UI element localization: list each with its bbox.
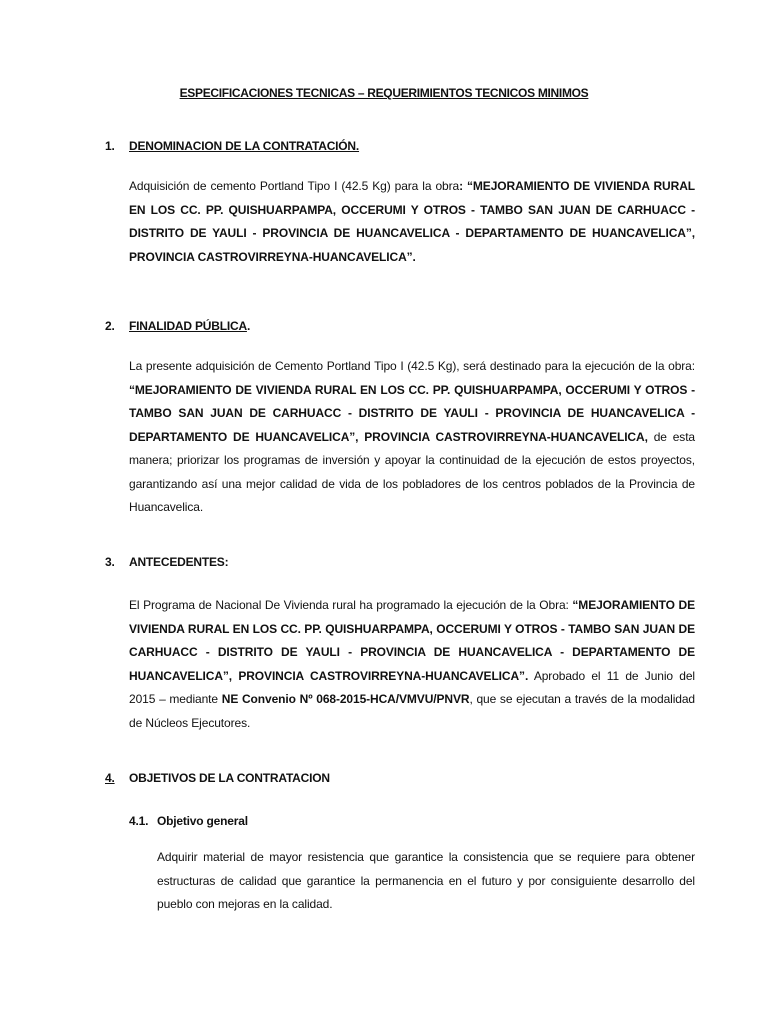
- section-3-heading: [105, 551, 228, 575]
- section-2-text-2: de esta manera; priorizar los programas de inversión y apoyar la continuidad de la ejecución de estos proyectos, garantizando así una mejor calidad de vida de los pobladores de los centros poblados de la Provincia de Huancavelica.: [129, 429, 695, 514]
- section-2-title: FINALIDAD PÚBLICA: [129, 319, 247, 333]
- section-3-text-3: , que se ejecutan a través de la modalidad de Núcleos Ejecutores.: [129, 692, 696, 730]
- section-4-heading: [105, 767, 330, 791]
- section-3-title: ANTECEDENTES:: [129, 555, 229, 569]
- section-3-paragraph: [129, 594, 695, 735]
- document-title: ESPECIFICACIONES TECNICAS – REQUERIMIENTOS TECNICOS MINIMOS: [179, 86, 589, 100]
- section-1-project-name: : “MEJORAMIENTO DE VIVIENDA RURAL EN LOS CC. PP. QUISHUARPAMPA, OCCERUMI Y OTROS - TAMBO SAN JUAN DE CARHUACC - DISTRITO DE YAULI - PROVINCIA DE HUANCAVELICA - DEPARTAMENTO DE HUANCAVELICA”, PROVINCIA CASTROVIRREYNA-HUANCAVELICA”.: [129, 179, 695, 264]
- subsection-4-1-title: Objetivo general: [157, 814, 248, 828]
- section-2-heading: [105, 315, 250, 339]
- section-3-convenio: NE Convenio Nº 068-2015-HCA/VMVU/PNVR: [221, 692, 470, 706]
- subsection-4-1-paragraph: Adquirir material de mayor resistencia que garantice la consistencia que se requiere para obtener estructuras de calidad que garantice la permanencia en el futuro y por consiguiente desarrollo del pueblo con mejoras en la calidad.: [157, 850, 695, 911]
- section-4-number: 4.: [105, 771, 115, 785]
- section-3-text-2: Aprobado el 11 de Junio del 2015 – mediante: [129, 668, 695, 706]
- subsection-4-1-number: 4.1.: [129, 814, 149, 828]
- section-3-text-1: El Programa de Nacional De Vivienda rural ha programado la ejecución de la Obra:: [129, 598, 573, 612]
- section-2-text-1: La presente adquisición de Cemento Portland Tipo I (42.5 Kg), será destinado para la ejecución de la obra:: [129, 359, 695, 373]
- section-2-paragraph: [129, 355, 695, 520]
- section-2-title-suffix: .: [246, 319, 251, 333]
- section-3-number: 3.: [105, 555, 115, 569]
- subsection-4-1-heading: [129, 810, 248, 834]
- section-2-project-name: “MEJORAMIENTO DE VIVIENDA RURAL EN LOS CC. PP. QUISHUARPAMPA, OCCERUMI Y OTROS - TAMBO SAN JUAN DE CARHUACC - DISTRITO DE YAULI - PROVINCIA DE HUANCAVELICA - DEPARTAMENTO DE HUANCAVELICA”, PROVINCIA CASTROVIRREYNA-HUANCAVELICA,: [129, 382, 695, 444]
- section-1-text: Adquisición de cemento Portland Tipo I (42.5 Kg) para la obra: [129, 179, 460, 193]
- section-2-number: 2.: [105, 319, 115, 333]
- section-3-project-name: “MEJORAMIENTO DE VIVIENDA RURAL EN LOS CC. PP. QUISHUARPAMPA, OCCERUMI Y OTROS - TAMBO SAN JUAN DE CARHUACC - DISTRITO DE YAULI - PROVINCIA DE HUANCAVELICA - DEPARTAMENTO DE HUANCAVELICA”, PROVINCIA CASTROVIRREYNA-HUANCAVELICA”.: [129, 598, 695, 683]
- section-1-paragraph: [129, 175, 695, 269]
- section-4-title: OBJETIVOS DE LA CONTRATACION: [129, 771, 330, 785]
- section-1-number: 1.: [105, 139, 115, 153]
- section-1-title: DENOMINACION DE LA CONTRATACIÓN.: [129, 139, 360, 153]
- section-1-heading: [105, 135, 359, 159]
